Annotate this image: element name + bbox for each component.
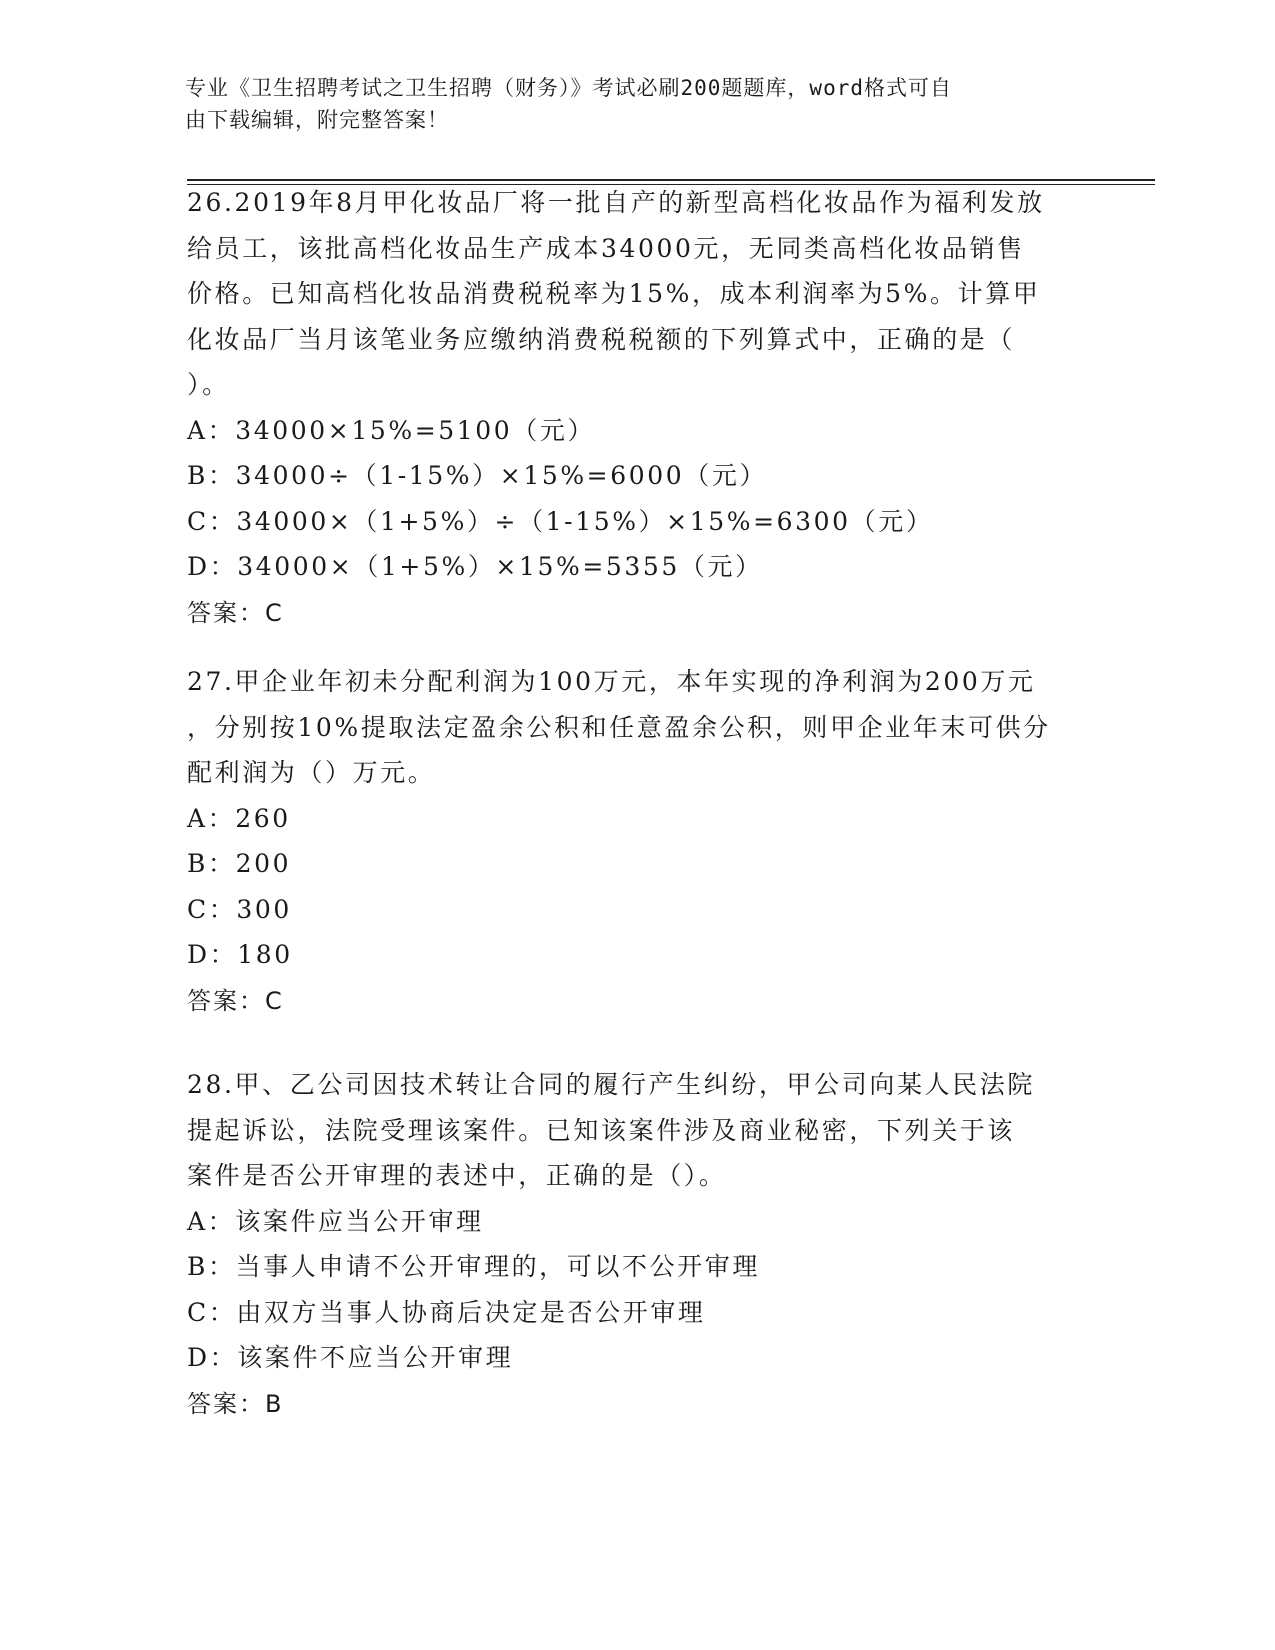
question-stem — [187, 1062, 1087, 1199]
answer: 答案：C — [187, 598, 284, 627]
option-d: D：该案件不应当公开审理 — [187, 1343, 514, 1372]
stem-line: 27.甲企业年初未分配利润为100万元，本年实现的净利润为200万元 — [187, 667, 1036, 696]
option-d: D：34000×（1+5%）×15%=5355（元） — [187, 552, 763, 581]
option-b: B：当事人申请不公开审理的，可以不公开审理 — [187, 1252, 760, 1281]
stem-line: 化妆品厂当月该笔业务应缴纳消费税税额的下列算式中，正确的是（ — [187, 324, 1016, 354]
stem-line: 28.甲、乙公司因技术转让合同的履行产生纠纷，甲公司向某人民法院 — [187, 1070, 1035, 1099]
option-a: A：该案件应当公开审理 — [187, 1206, 484, 1236]
option-a: A：260 — [187, 803, 291, 833]
stem-line: 提起诉讼，法院受理该案件。已知该案件涉及商业秘密，下列关于该 — [187, 1115, 1016, 1145]
stem-line: ）。 — [187, 370, 230, 399]
option-c: C：由双方当事人协商后决定是否公开审理 — [187, 1297, 706, 1327]
option-b: B：200 — [187, 849, 292, 878]
answer: 答案：C — [187, 986, 284, 1015]
question-26 — [187, 180, 1087, 636]
stem-line: 给员工，该批高档化妆品生产成本34000元，无同类高档化妆品销售 — [187, 233, 1025, 263]
header-line-2: 由下载编辑，附完整答案！ — [185, 108, 449, 132]
question-27 — [187, 659, 1087, 1024]
stem-line: 案件是否公开审理的表述中，正确的是（）。 — [187, 1161, 727, 1190]
header-line-1: 专业《卫生招聘考试之卫生招聘（财务）》考试必刷200题题库，word格式可自 — [185, 76, 952, 100]
option-c: C：300 — [187, 894, 292, 924]
answer: 答案：B — [187, 1389, 284, 1418]
option-c: C：34000×（1+5%）÷（1-15%）×15%=6300（元） — [187, 506, 934, 536]
document-header — [185, 72, 1085, 136]
question-stem — [187, 180, 1087, 408]
option-a: A：34000×15%=5100（元） — [187, 415, 596, 445]
stem-line: ，分别按10%提取法定盈余公积和任意盈余公积，则甲企业年末可供分 — [187, 712, 1051, 742]
stem-line: 26.2019年8月甲化妆品厂将一批自产的新型高档化妆品作为福利发放 — [187, 188, 1045, 217]
option-b: B：34000÷（1-15%）×15%=6000（元） — [187, 461, 768, 490]
question-28 — [187, 1062, 1087, 1427]
option-d: D：180 — [187, 940, 293, 969]
question-stem — [187, 659, 1087, 796]
stem-line: 配利润为（）万元。 — [187, 758, 436, 787]
stem-line: 价格。已知高档化妆品消费税税率为15%，成本利润率为5%。计算甲 — [187, 279, 1041, 308]
